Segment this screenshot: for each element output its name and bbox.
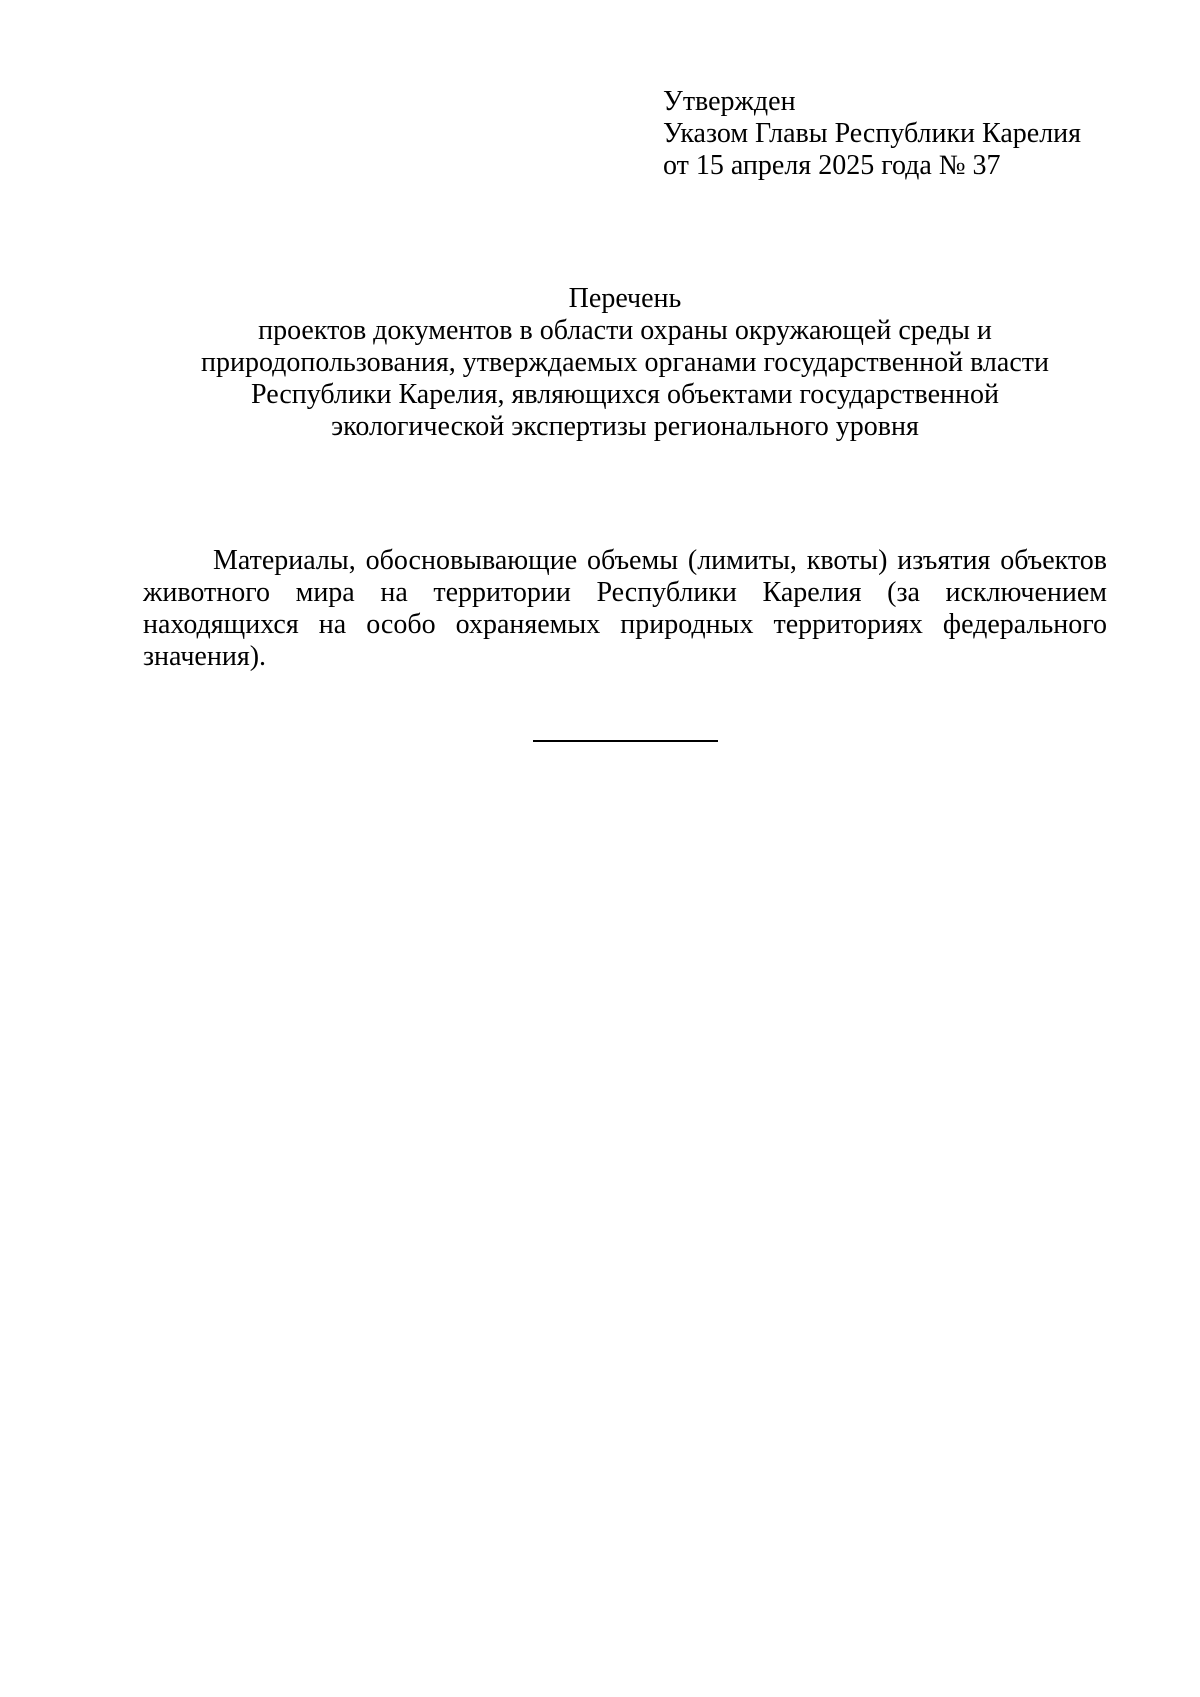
- title-line: проектов документов в области охраны окружающей среды и: [258, 315, 992, 346]
- body-paragraph: [143, 545, 1107, 673]
- approval-line-approved: Утвержден: [663, 86, 796, 117]
- title-line: Республики Карелия, являющихся объектами государственной: [251, 379, 999, 410]
- title-line: экологической экспертизы регионального уровня: [331, 411, 919, 442]
- body-line: Материалы, обосновывающие объемы (лимиты, квоты) изъятия объектов: [213, 545, 1107, 576]
- approval-line-decree: Указом Главы Республики Карелия: [663, 118, 1082, 149]
- title-heading: Перечень: [568, 283, 682, 314]
- end-separator-line: [533, 740, 718, 742]
- body-line: животного мира на территории Республики Карелия (за исключением: [143, 577, 1107, 608]
- document-title: [120, 283, 1130, 443]
- body-line: значения).: [143, 641, 267, 672]
- title-line: природопользования, утверждаемых органами государственной власти: [201, 347, 1049, 378]
- approval-stamp: [663, 86, 1163, 182]
- approval-line-date: от 15 апреля 2025 года № 37: [663, 150, 1001, 181]
- body-line: находящихся на особо охраняемых природных территориях федерального: [143, 609, 1107, 640]
